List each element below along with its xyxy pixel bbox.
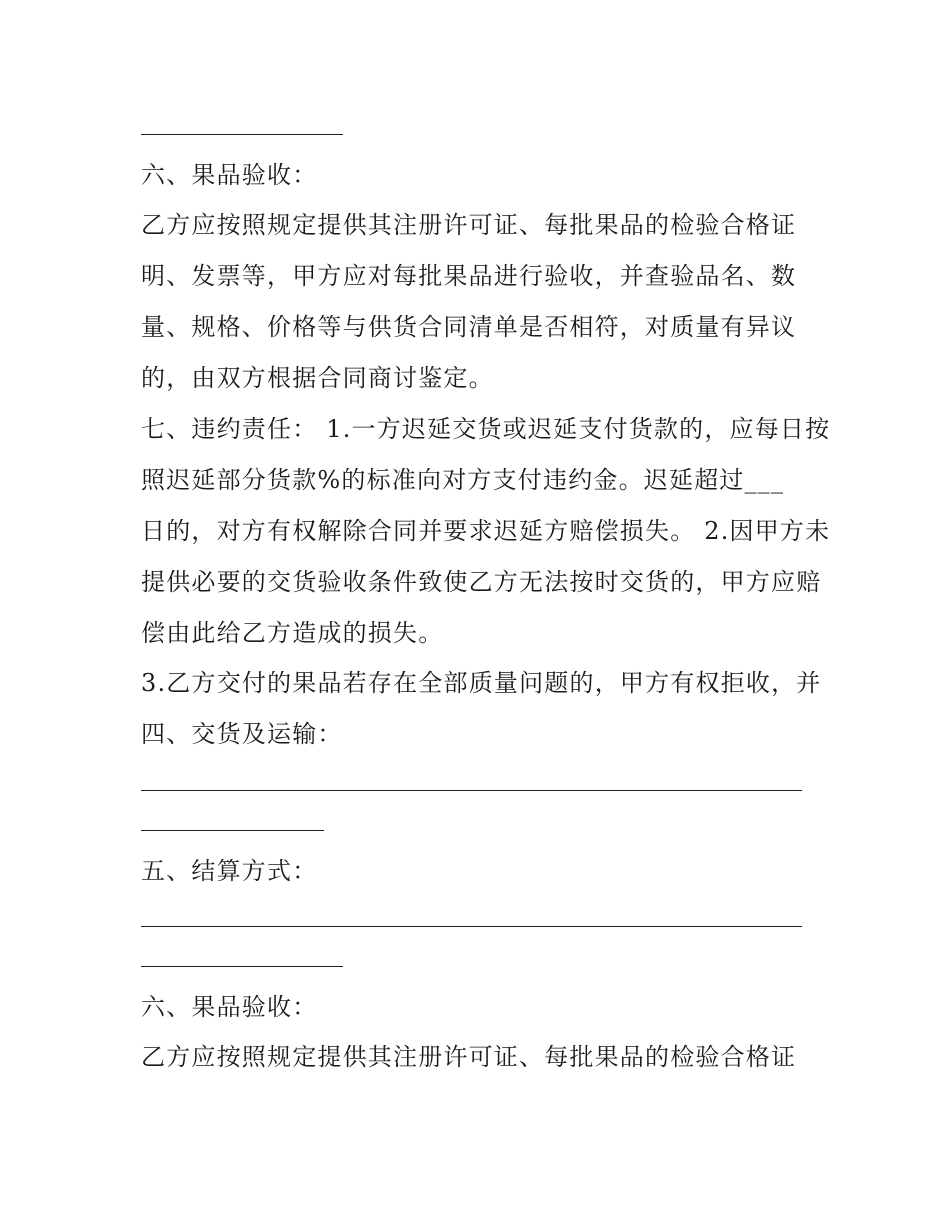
blank-fill-line (141, 790, 802, 791)
section-heading-liability: 七、违约责任： 1.一方迟延交货或迟延支付货款的，应每日按 (141, 415, 831, 443)
blank-fill-line (141, 926, 802, 927)
paragraph-line: 乙方应按照规定提供其注册许可证、每批果品的检验合格证 (141, 1043, 797, 1071)
section-heading-acceptance: 六、果品验收： (141, 161, 318, 189)
section-heading-acceptance: 六、果品验收： (141, 993, 318, 1021)
paragraph-line: 日的，对方有权解除合同并要求迟延方赔偿损失。 2.因甲方未 (141, 517, 831, 545)
paragraph-line: 照迟延部分货款%的标准向对方支付违约金。迟延超过___ (141, 466, 785, 494)
section-heading-delivery: 四、交货及运输： (141, 720, 343, 748)
paragraph-line: 3.乙方交付的果品若存在全部质量问题的，甲方有权拒收，并 (141, 669, 822, 697)
paragraph-line: 的，由双方根据合同商讨鉴定。 (141, 364, 494, 392)
paragraph-line: 偿由此给乙方造成的损失。 (141, 619, 444, 647)
paragraph-line: 量、规格、价格等与供货合同清单是否相符，对质量有异议 (141, 313, 797, 341)
blank-fill-line (141, 966, 343, 967)
section-heading-settlement: 五、结算方式： (141, 857, 318, 885)
paragraph-line: 乙方应按照规定提供其注册许可证、每批果品的检验合格证 (141, 211, 797, 239)
paragraph-line: 明、发票等，甲方应对每批果品进行验收，并查验品名、数 (141, 262, 797, 290)
blank-fill-line (141, 830, 324, 831)
paragraph-line: 提供必要的交货验收条件致使乙方无法按时交货的，甲方应赔 (141, 568, 822, 596)
blank-fill-line (141, 134, 343, 135)
